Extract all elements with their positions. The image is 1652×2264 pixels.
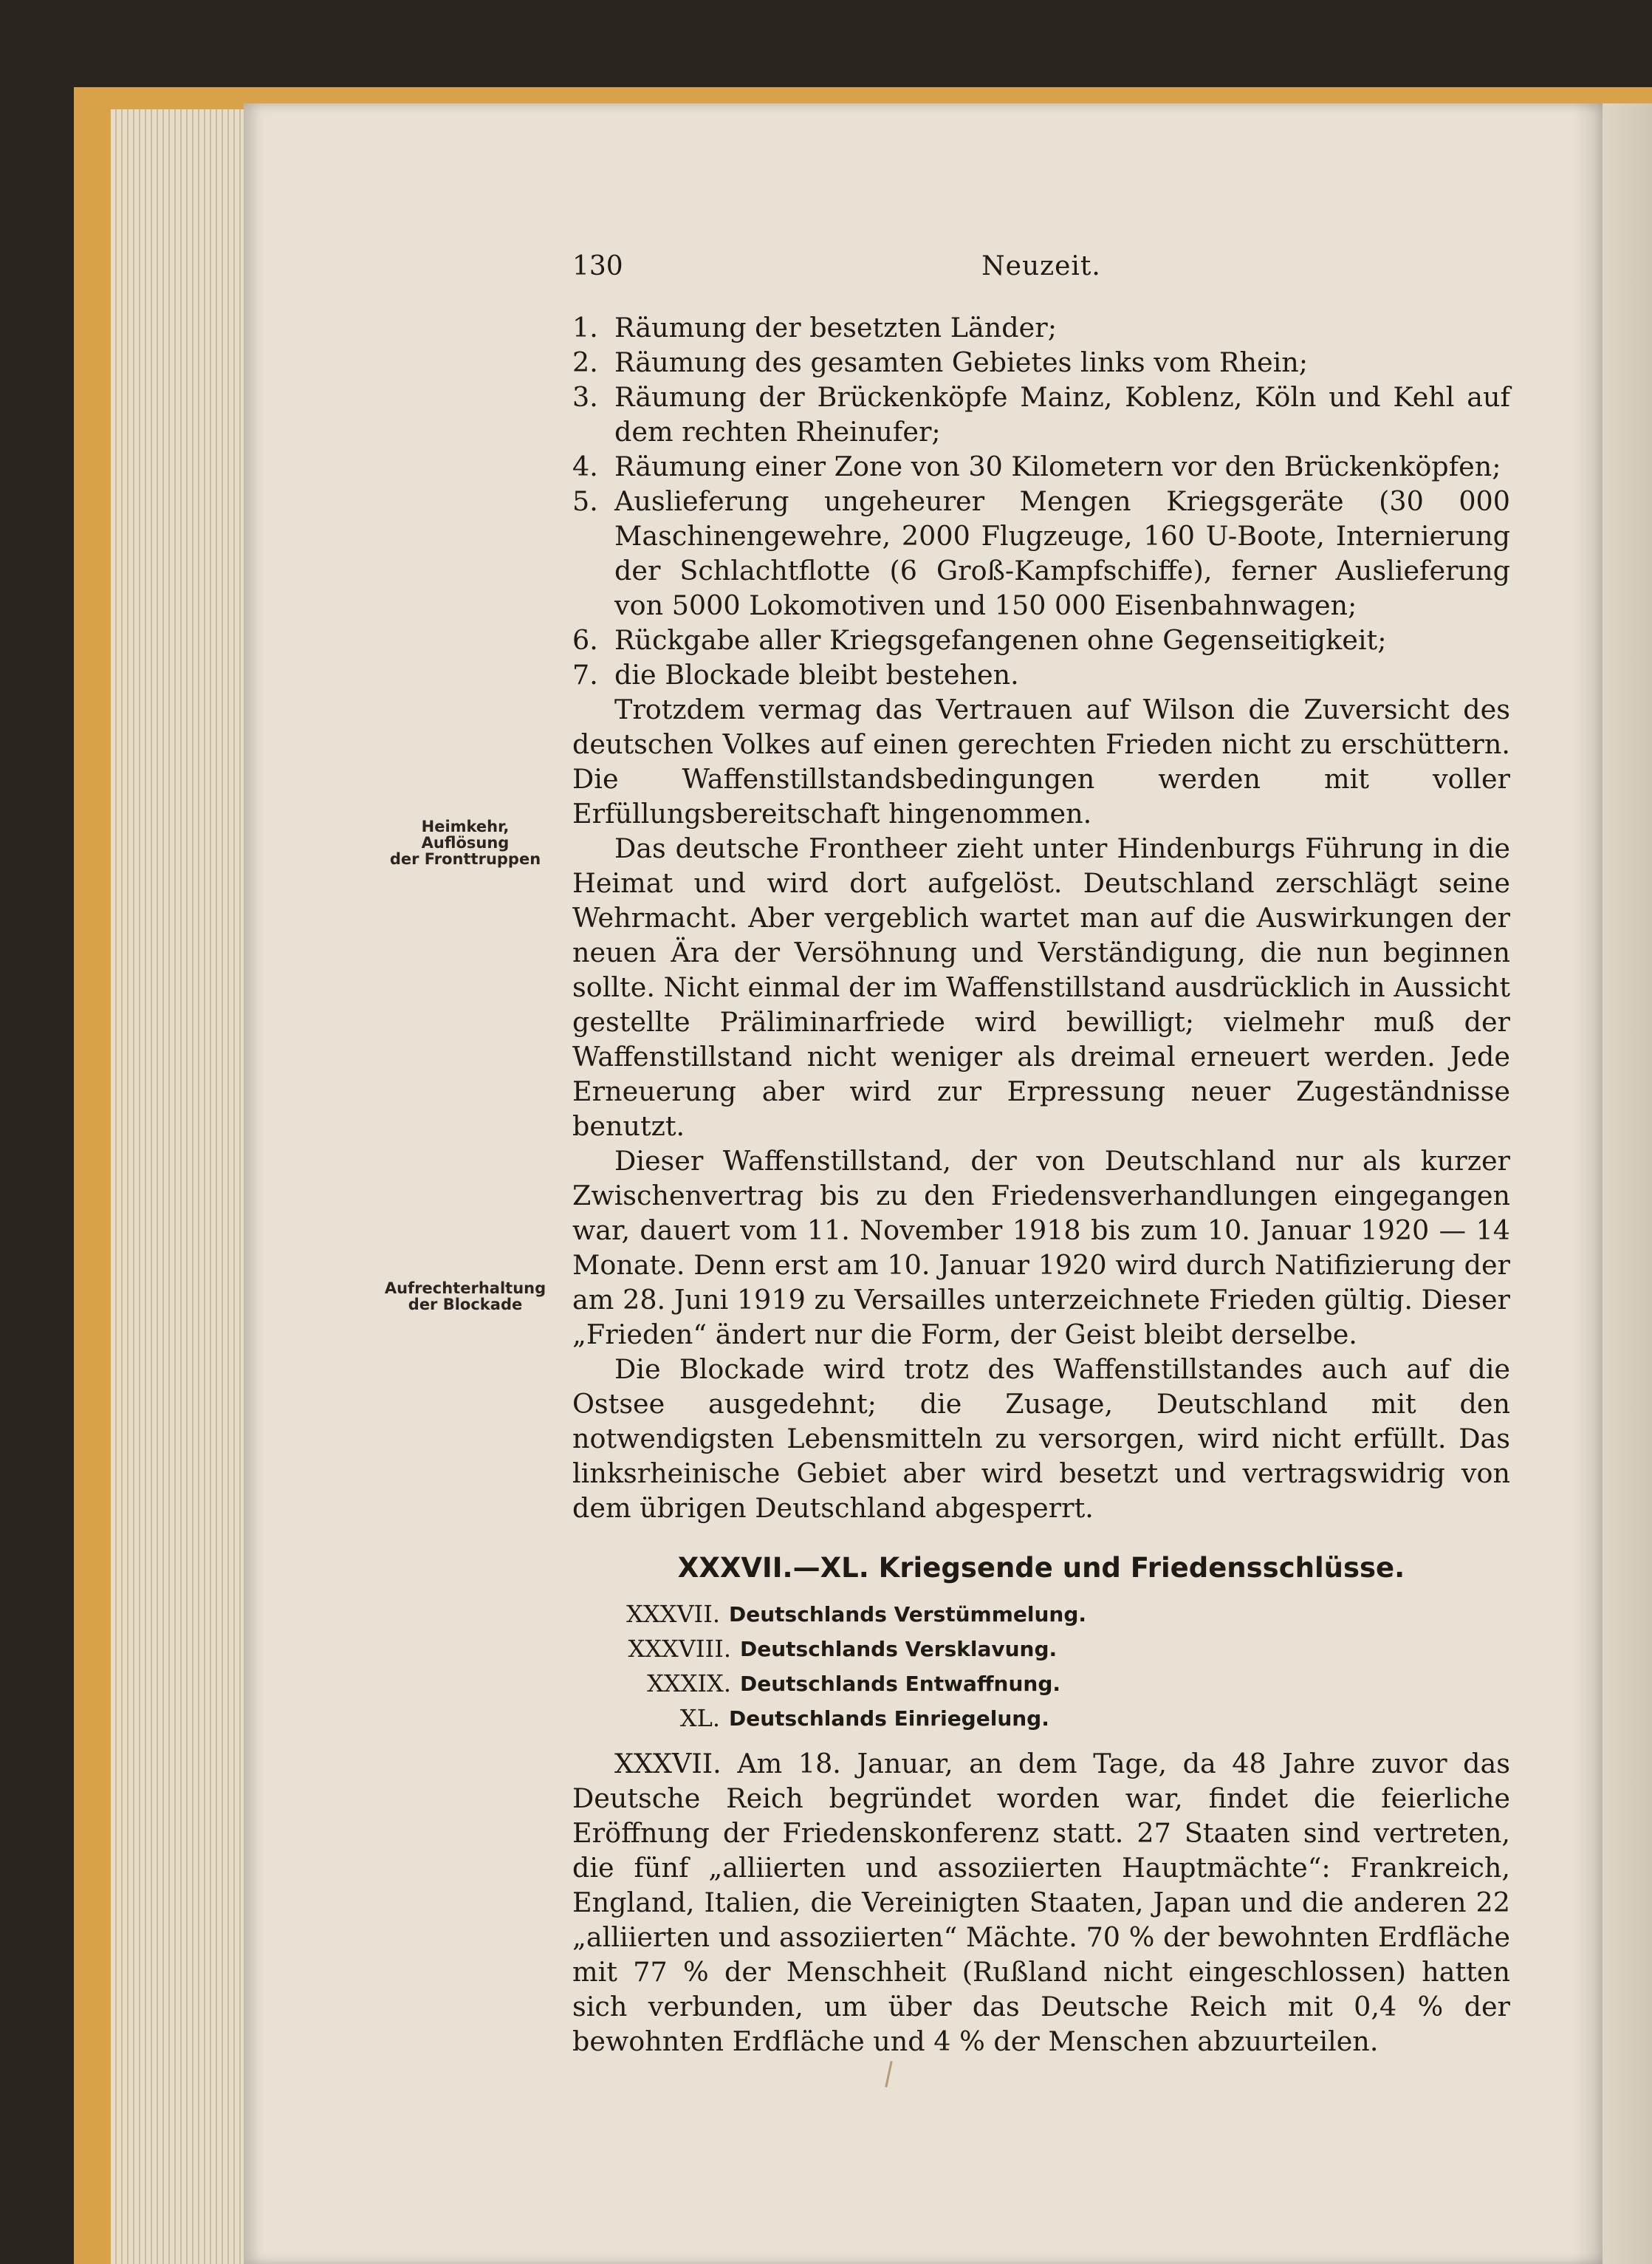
list-number: 4. (572, 451, 598, 482)
list-text: Räumung der besetzten Länder; (614, 312, 1057, 343)
page-edges (111, 109, 258, 2264)
list-item (572, 310, 1510, 345)
contents-number: XL. (679, 1704, 720, 1732)
list-number: 1. (572, 312, 598, 343)
list-number: 6. (572, 624, 598, 656)
list-number: 2. (572, 346, 598, 378)
sidenote-line: der Fronttruppen (389, 850, 541, 868)
list-text: die Blockade bleibt bestehen. (614, 659, 1019, 691)
conditions-list (572, 310, 1510, 692)
list-text: Räumung einer Zone von 30 Kilometern vor den Brückenköpfen; (614, 451, 1501, 482)
contents-item (572, 1632, 1510, 1666)
section-heading: XXXVII.—XL. Kriegsende und Friedensschlüsse. (677, 1552, 1405, 1584)
paragraph-friedenskonferenz: XXXVII. Am 18. Januar, an dem Tage, da 48 Jahre zuvor das Deutsche Reich begründet worden war, findet die feierliche Eröffnung der Friedenskonferenz statt. 27 Staaten sind vertreten, die fünf „alliierten und assoziierten Hauptmächte“: Frankreich, England, Italien, die Vereinigten Staaten, Japan und die anderen 22 „alliierten und assoziierten“ Mächte. 70 % der bewohnten Erdfläche mit 77 % der Menschheit (Rußland nicht eingeschlossen) hatten sich verbunden, um über das Deutsche Reich mit 0,4 % der bewohnten Erdfläche und 4 % der Menschen abzuurteilen. (572, 1748, 1510, 2057)
list-number: 7. (572, 659, 598, 691)
list-item (572, 380, 1510, 449)
list-number: 3. (572, 381, 598, 413)
list-item (572, 623, 1510, 657)
paragraph-blockade: Die Blockade wird trotz des Waffenstillstandes auch auf die Ostsee ausgedehnt; die Zusage, Deutschland mit den notwendigsten Lebensmitteln zu versorgen, wird nicht erfüllt. Das linksrheinische Gebiet aber wird besetzt und vertragswidrig von dem übrigen Deutschland abgesperrt. (572, 1353, 1510, 1524)
list-item (572, 449, 1510, 484)
page-number: 130 (572, 251, 623, 281)
list-item (572, 657, 1510, 692)
contents-item (572, 1597, 1510, 1632)
contents-item (572, 1666, 1510, 1701)
sidenote-line: der Blockade (408, 1296, 523, 1313)
paragraph-trotzdem: Trotzdem vermag das Vertrauen auf Wilson die Zuversicht des deutschen Volkes auf einen gerechten Frieden nicht zu erschüttern. Die Waffenstillstandsbedingungen werden mit voller Erfüllungsbereitschaft hingenommen. (572, 694, 1510, 830)
contents-number: XXXVII. (626, 1600, 720, 1628)
contents-title: Deutschlands Verstümmelung. (729, 1602, 1087, 1627)
running-head: Neuzeit. (981, 251, 1101, 281)
contents-item (572, 1701, 1510, 1736)
paragraph-waffenstillstand: Dieser Waffenstillstand, der von Deutschland nur als kurzer Zwischenvertrag bis zu den Friedensverhandlungen eingegangen war, dauert vom 11. November 1918 bis zum 10. Januar 1920 — 14 Monate. Denn erst am 10. Januar 1920 wird durch Natifizierung der am 28. Juni 1919 zu Versailles unterzeichnete Frieden gültig. Dieser „Frieden“ ändert nur die Form, der Geist bleibt derselbe. (572, 1145, 1510, 1350)
list-text: Auslieferung ungeheurer Mengen Kriegsgeräte (30 000 Maschinengewehre, 2000 Flugzeuge, 160 U-Boote, Internierung der Schlachtflotte (6 Groß-Kampfschiffe), ferner Auslieferung von 5000 Lokomotiven und 150 000 Eisenbahnwagen; (614, 485, 1510, 621)
contents-title: Deutschlands Versklavung. (740, 1637, 1058, 1661)
contents-number: XXXIX. (647, 1669, 731, 1697)
list-text: Rückgabe aller Kriegsgefangenen ohne Gegenseitigkeit; (614, 624, 1387, 656)
sidenote-blockade (369, 1280, 561, 1313)
section-contents (572, 1597, 1510, 1736)
contents-title: Deutschlands Entwaffnung. (740, 1672, 1060, 1696)
list-text: Räumung der Brückenköpfe Mainz, Koblenz, Köln und Kehl auf dem rechten Rheinufer; (614, 381, 1510, 448)
paragraph-frontheer: Das deutsche Frontheer zieht unter Hindenburgs Führung in die Heimat und wird dort aufgelöst. Deutschland zerschlägt seine Wehrmacht. Aber vergeblich wartet man auf die Auswirkungen der neuen Ära der Versöhnung und Verständigung, die nun beginnen sollte. Nicht einmal der im Waffenstillstand ausdrücklich in Aussicht gestellte Präliminarfriede wird bewilligt; vielmehr muß der Waffenstillstand nicht weniger als dreimal erneuert werden. Jede Erneuerung aber wird zur Erpressung neuer Zugeständnisse benutzt. (572, 832, 1510, 1142)
list-item (572, 345, 1510, 380)
sidenote-heimkehr (369, 818, 561, 867)
gutter-shadow (1573, 103, 1603, 2264)
page-header (572, 251, 1510, 288)
list-text: Räumung des gesamten Gebietes links vom Rhein; (614, 346, 1309, 378)
list-number: 5. (572, 485, 598, 517)
contents-title: Deutschlands Einriegelung. (729, 1706, 1049, 1731)
facing-page-edge (1603, 103, 1652, 2264)
sidenote-line: Aufrechterhaltung (384, 1279, 546, 1297)
contents-number: XXXVIII. (628, 1635, 731, 1663)
list-item (572, 484, 1510, 623)
sidenote-line: Auflösung (421, 834, 510, 852)
body-text (572, 310, 1510, 2059)
sidenote-line: Heimkehr, (421, 818, 510, 835)
